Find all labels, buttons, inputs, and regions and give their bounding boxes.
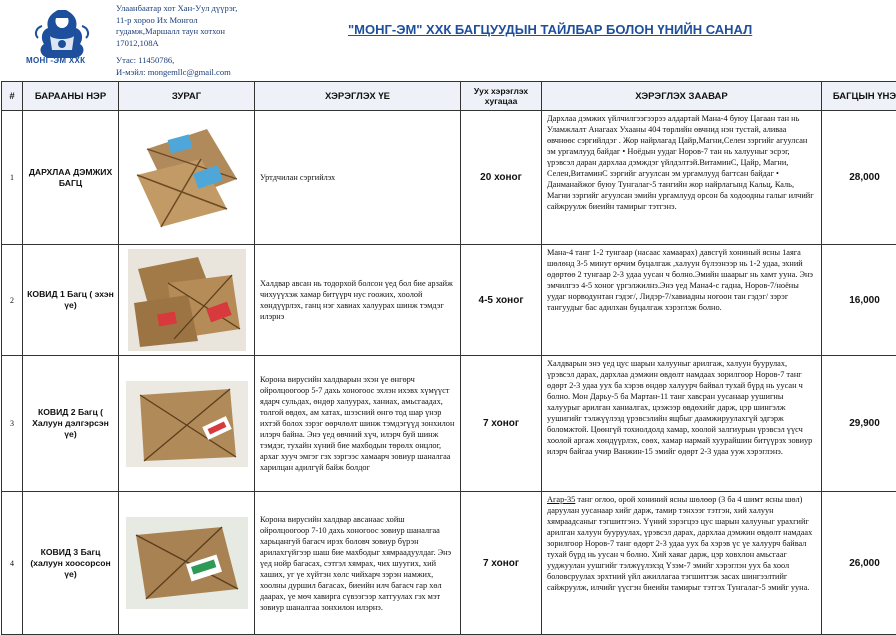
product-image (119, 492, 255, 635)
product-name: КОВИД 1 Багц ( эхэн үе) (23, 245, 119, 356)
price-value: 16,000 (822, 245, 896, 356)
address-line: гудамж,Маршалл таун хотхон (116, 26, 237, 38)
product-image (119, 111, 255, 245)
product-image (119, 356, 255, 492)
row-number: 1 (2, 111, 23, 245)
product-name: КОВИД 2 Багц ( Халуун дэлгэрсэн үе) (23, 356, 119, 492)
address-line: 17012,108А (116, 38, 237, 50)
product-name: КОВИД 3 Багц (халуун хоосорсон үе) (23, 492, 119, 635)
company-phone: Утас: 11450786, (116, 55, 237, 67)
table-header-row (2, 82, 896, 111)
col-header-image: ЗУРАГ (119, 82, 255, 111)
instructions-highlight: Агар-35 (547, 495, 575, 504)
address-line: 11-р хороо Их Монгол (116, 15, 237, 27)
usage-text: Корона вирусийн халдварын эхэн үе өнгөрч ойролцоогоор 5-7 дахь хоногоос эхлэн ихэвх хүмүүст ядарч сульдах, өндөр халуурах, ханиах, амьсгаадах, толгой өвдөх, ам хатах, шээсний өнгө тод шар үнэр ихтэй болох зэрэг өөрчлөлт шинж тэмдэгүүд зонхилон илэрч байна. Энэ үед өвчний хүч, илэрч буй шинж тэмдэг, тухайн хүний бие махбодын төрөлх онцлог, архаг хууч эмгэг гэх зэргээс хамаарч зовиур шаналгаа харилцан адилгүй байж болдог (255, 356, 461, 492)
instructions-body: танг оглоо, орой хониний ясны шөлөөр (3 ба 4 шимт ясны шөл) даруулан уусанаар хийг дарж, тамир тэнхээг тэтгэн, хий халуун хямраадсаныг тэгшитгэнэ. Үүний зэрэгцээ цус шарын халууныг урахгийг арилган халуун бууруулах, үрэвсэл дарах, дархлаа дэмжин өвдөлт намдаах зорилгоор Норов-7 танг өдөрт 2-3 удаа уух ба хэрэв үс үе халуурч байвал тухай бүрд нь уусан ч болно. Хий хаяаг дарж, цэр ховхлон амьсгааг ууджуулан уушгийг тэлжүүлэхэд Үзэм-7 эмийг хэрэглэн уух ба хоол боловсруулах эрхтний үйл ажиллагаа тэгшитгэж засах шингээлтийг сайжруулж, илчийг үүсгэн биеийн тамирыг тэтгэх Тунгалаг-5 эмийг ууна. (547, 495, 812, 592)
instructions-text: Мана-4 танг 1-2 тунгаар (насаас хамаарах) давсгүй хониный ясны 1аяга шөлөнд 3-5 минут өрчим буцалгаж ,халуун бүлээнээр нь 1-2 удаа, эхний өдөртөө 2 тунгаар 2-3 удаа уусан ч болно.Эмийн шаарыг нь хамт ууна. Энэ эмчилгээ 4-5 хоног үргэлжилнэ.Энэ үед Мана4-с гадна, Норов-7/ноёны уудаг норводунтан гэдэг/, Лидэр-7/хавиадны ногоон тан гэдэг/ зэрэг тангуудыг бас адилхан буцалгаж хэрэглэж болно. (542, 245, 822, 356)
row-number: 2 (2, 245, 23, 356)
letterhead (0, 0, 896, 80)
herbal-package-image (126, 517, 248, 609)
instructions-text (542, 492, 822, 635)
row-number: 3 (2, 356, 23, 492)
row-number: 4 (2, 492, 23, 635)
instructions-text: Халдварын энэ үед цус шарын халууныг арилгаж, халуун буурулах, үрэвсэл дарах, дархлаа дэмжин өвдөлт намдаах зорилгоор Норов-7 танг өдөрт 2-3 удаа уух ба хэрэв өндөр халуурч байвал тухай бүрд нь уусан ч болно. Мон Дарьу-5 ба Мартан-11 танг хавсран уусанаар уушигны халуурыг арилган ханиалгах, цээжээр өвдөхийг дарж, цэр шингэлж уушигийг тэлжүүлээд үрэвсэлийн ящбыг даамжируулахгүй эдгэрж боломжтой. Цөөнгүй тохиолдолд хамар, хоолой залгиурын үрэвсэл үүсч хоолой аргаж хөндүүрлэх, сөөх, хамар нармай хуурайшин битүүрэх зовиур илэрч байгаа учир Ванжин-15 эмийг өдөрт 2-3 удаа ууж хэрэглэнэ. (542, 356, 822, 492)
herbal-package-image (127, 119, 247, 237)
price-table (1, 81, 896, 635)
usage-text: Уртдчилан сэргийлэх (255, 111, 461, 245)
herbal-package-image (128, 249, 246, 351)
company-email[interactable]: И-мэйл: mongemllc@gmail.com (116, 67, 237, 79)
col-header-no: # (2, 82, 23, 111)
herbal-package-image (126, 381, 248, 467)
col-header-duration: Уух хэрэглэх хугацаа (461, 82, 542, 111)
duration-value: 4-5 хоног (461, 245, 542, 356)
col-header-price: БАГЦЫН ҮНЭ (822, 82, 896, 111)
duration-value: 20 хоног (461, 111, 542, 245)
table-row (2, 492, 896, 635)
company-address (116, 3, 237, 79)
usage-text: Халдвар авсан нь тодорхой болсон үед бол бие арзайж чихуүүхэж хамар битүүрч нус гоожих, хоолой хөндүүрлэх, ганц нэг хавиах халуурах шинж тэмдэг илэрнэ (255, 245, 461, 356)
usage-text: Корона вирусийн халдвар авсанаас хойш ойролцоогоор 7-10 дахь хоногоос зовиур шаналгаа харьцангуй багасч ирэх боловч зовиур бүрэн арилахгүйгээр шаш бие махбодыг хямраадуулдаг. Энэ үед нойр багасах, сэтгэл хямрах, чих шуугих, хий хаших, уг үе хүйтэн хөлс чийхарч зэрэн намжих, хоолны дуршил багасах, биеийн илч багасч гар хөл даарах, үе мөч хавирга сүвээгээр хатгуулах гэх мэт зовиур шаналгаа зонхилон илэрнэ. (255, 492, 461, 635)
table-row (2, 356, 896, 492)
duration-value: 7 хоног (461, 492, 542, 635)
duration-value: 7 хоног (461, 356, 542, 492)
product-image (119, 245, 255, 356)
col-header-instructions: ХЭРЭГЛЭХ ЗААВАР (542, 82, 822, 111)
price-value: 26,000 (822, 492, 896, 635)
price-value: 29,900 (822, 356, 896, 492)
table-row (2, 111, 896, 245)
price-value: 28,000 (822, 111, 896, 245)
logo-text: МОНГ-ЭМ ХХК (26, 56, 85, 65)
col-header-usage: ХЭРЭГЛЭХ ҮЕ (255, 82, 461, 111)
col-header-name: БАРААНЫ НЭР (23, 82, 119, 111)
instructions-text: Дархлаа дэмжих үйлчилгээгээрээ алдартай Мана-4 буюу Цагаан тан нь Уламжлалт Анагаах Ухааны 404 төрлийн өвчнид нэн тустай, аливаа өвчнөөс сэргийлдэг . Жор найрлагад Цайр,Магни,Селен зэргийг агуулсан эм ургамлууд байдаг • Ноёдын уудаг Норов-7 тан нь халууныг эсрэг, үрэвсэл даран дархлаа дэмждэг үйлдэлтэй.ВитаминС, Цайр, Магни, Селен,ВитаминС зэргийг агуулсан эм ургамлууд багтсан байдаг • Данманайжог буюу Тунгалаг-5 тангийн жор найрлагынд Кальц, Каль, Магни зэргийг агуулсан эмийн ургамлууд орсон ба ходоодны галыг илчийг сайжруулж биеийн тамирыг тэтгэнэ. (542, 111, 822, 245)
page-title: "МОНГ-ЭМ" ХХК БАГЦУУДЫН ТАЙЛБАР БОЛОН ҮНИЙН САНАЛ (348, 22, 752, 37)
address-line: Улаанбаатар хот Хан-Уул дүүрэг, (116, 3, 237, 15)
table-row (2, 245, 896, 356)
product-name: ДАРХЛАА ДЭМЖИХ БАГЦ (23, 111, 119, 245)
